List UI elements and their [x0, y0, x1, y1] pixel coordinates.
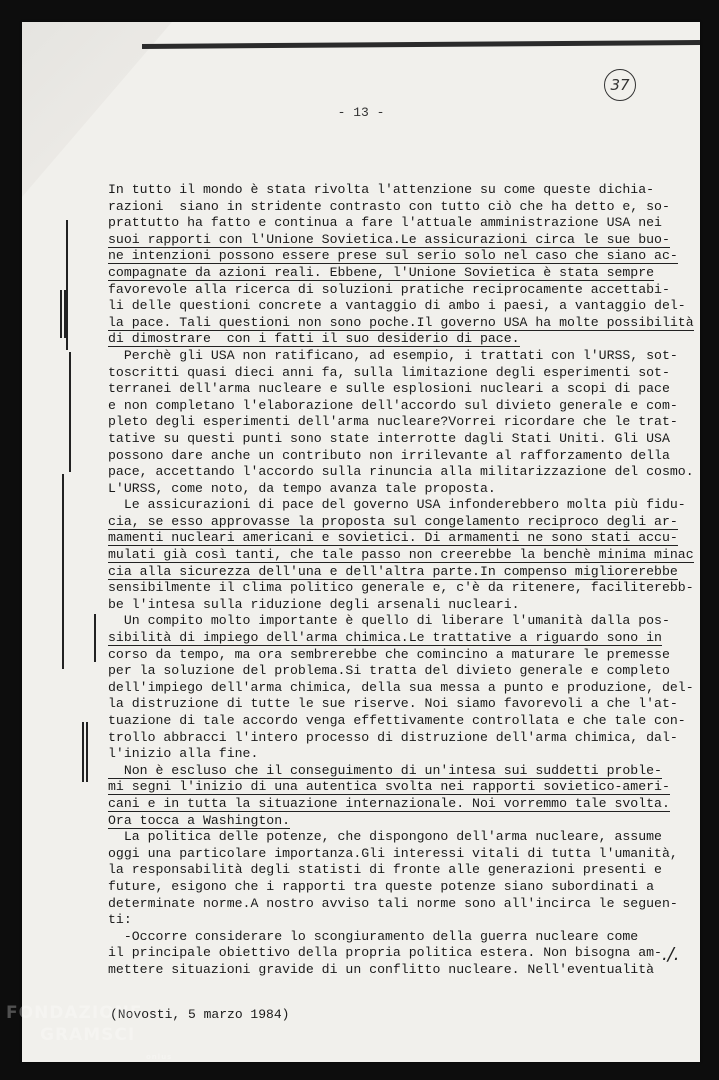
margin-mark	[94, 614, 96, 662]
text-line: li delle questioni concrete a vantaggio di ambo i paesi, a vantaggio del-	[108, 298, 686, 314]
text-line: pace, accettando l'accordo sulla rinuncia alla militarizzazione del cosmo.	[108, 464, 694, 480]
text-line: la responsabilità degli statisti di fronte alle generazioni presenti e	[108, 862, 662, 878]
margin-mark	[60, 290, 62, 338]
text-line: be l'intesa sulla riduzione degli arsenali nucleari.	[108, 596, 520, 612]
text-line: toscritti quasi dieci anni fa, sulla limitazione degli esperimenti sot-	[108, 364, 670, 380]
top-edge-shadow	[142, 40, 700, 49]
handwritten-mark: ./.	[662, 944, 680, 965]
text-line: Non è escluso che il conseguimento di un'intesa sui suddetti proble-	[108, 762, 662, 778]
text-line: -Occorre considerare lo scongiuramento della guerra nucleare come	[108, 928, 639, 944]
text-line: cia, se esso approvasse la proposta sul congelamento reciproco degli ar-	[108, 513, 678, 529]
text-line: di dimostrare con i fatti il suo desiderio di pace.	[108, 331, 520, 347]
text-line: dell'impiego dell'arma chimica, della sua messa a punto e produzione, del-	[108, 679, 694, 695]
text-line: compagnate da azioni reali. Ebbene, l'Unione Sovietica è stata sempre	[108, 264, 655, 280]
text-line: terranei dell'arma nucleare e sulle esplosioni nucleari a scopi di pace	[108, 381, 670, 397]
text-line: corso da tempo, ma ora sembrerebbe che comincino a maturare le premesse	[108, 646, 670, 662]
text-line: sibilità di impiego dell'arma chimica.Le trattative a riguardo sono in	[108, 630, 662, 646]
text-line: Un compito molto importante è quello di liberare l'umanità dalla pos-	[108, 613, 670, 629]
text-line: oggi una particolare importanza.Gli interessi vitali di tutta l'umanità,	[108, 845, 678, 861]
text-line: possono dare anche un contributo non irrilevante al rafforzamento della	[108, 447, 670, 463]
page-number: - 13 -	[337, 105, 385, 120]
text-line: sensibilmente il clima politico generale e, c'è da ritenere, faciliterebb-	[108, 580, 694, 596]
margin-mark	[66, 220, 68, 350]
text-line: mettere situazioni gravide di un conflitto nucleare. Nell'eventualità	[108, 961, 655, 977]
text-line: per la soluzione del problema.Si tratta del divieto generale e completo	[108, 663, 670, 679]
text-line: mamenti nucleari americani e sovietici. Di armamenti ne sono stati accu-	[108, 530, 678, 546]
text-line: Le assicurazioni di pace del governo USA infonderebbero molta più fidu-	[108, 497, 686, 513]
text-line: favorevole alla ricerca di soluzioni pratiche reciprocamente accettabi-	[108, 281, 670, 297]
margin-mark	[69, 352, 71, 472]
text-line: ti:	[108, 912, 132, 928]
text-line: il principale obiettivo della propria politica estera. Non bisogna am-	[108, 945, 662, 961]
text-line: tative su questi punti sono state interrotte dagli Stati Uniti. Gli USA	[108, 430, 670, 446]
text-line: Perchè gli USA non ratificano, ad esempio, i trattati con l'URSS, sot-	[108, 347, 678, 363]
document-page	[22, 22, 700, 1062]
text-line: l'inizio alla fine.	[108, 746, 259, 762]
text-line: la pace. Tali questioni non sono poche.Il governo USA ha molte possibilità	[108, 314, 694, 330]
text-line: trollo abbracci l'intero processo di distruzione dell'arma chimica, dal-	[108, 729, 678, 745]
text-line: e non completano l'elaborazione dell'accordo sul divieto generale e com-	[108, 397, 678, 413]
text-line: la distruzione di tutte le sue riserve. Noi siamo favorevoli a che l'at-	[108, 696, 678, 712]
text-line: La politica delle potenze, che dispongono dell'arma nucleare, assume	[108, 829, 662, 845]
text-line: In tutto il mondo è stata rivolta l'attenzione su come queste dichia-	[108, 182, 655, 197]
text-line: prattutto ha fatto e continua a fare l'attuale amministrazione USA nei	[108, 215, 662, 231]
margin-mark	[82, 722, 84, 782]
text-line: L'URSS, come noto, da tempo avanza tale proposta.	[108, 480, 496, 496]
text-line: tuazione di tale accordo venga effettivamente controllata e che tale con-	[108, 713, 686, 728]
margin-mark	[86, 722, 88, 782]
text-line: cia alla sicurezza dell'una e dell'altra parte.In compenso migliorerebbe	[108, 563, 678, 579]
watermark-line2: GRAMSCI	[40, 1025, 136, 1045]
text-line: ne intenzioni possono essere prese sul serio solo nel caso che siano ac-	[108, 248, 678, 264]
watermark-line1: FONDAZIONE	[6, 1003, 143, 1023]
body-text	[108, 182, 708, 979]
margin-mark	[64, 290, 66, 338]
archive-watermark	[6, 1002, 172, 1068]
text-line: razioni siano in stridente contrasto con tutto ciò che ha detto e, so-	[108, 198, 670, 214]
text-line: mulati già così tanti, che tale passo non creerebbe la benchè minima minac	[108, 547, 694, 563]
text-line: Ora tocca a Washington.	[108, 812, 291, 828]
text-line: cani e in tutta la situazione internazionale. Noi vorremmo tale svolta.	[108, 795, 670, 811]
text-line: determinate norme.A nostro avviso tali norme sono all'incirca le seguen-	[108, 895, 678, 911]
archive-number-stamp: 37	[604, 69, 636, 101]
margin-mark	[62, 474, 64, 669]
text-line: mi segni l'inizio di una autentica svolta nei rapporti sovietico-ameri-	[108, 779, 670, 795]
source-footer: (Novosti, 5 marzo 1984)	[110, 1007, 290, 1022]
text-line: pleto degli esperimenti dell'arma nucleare?Vorrei ricordare che le trat-	[108, 414, 678, 430]
watermark-line3: onlus	[146, 1053, 173, 1061]
text-line: suoi rapporti con l'Unione Sovietica.Le assicurazioni circa le sue buo-	[108, 231, 670, 247]
text-line: future, esigono che i rapporti tra queste potenze siano subordinati a	[108, 878, 655, 894]
